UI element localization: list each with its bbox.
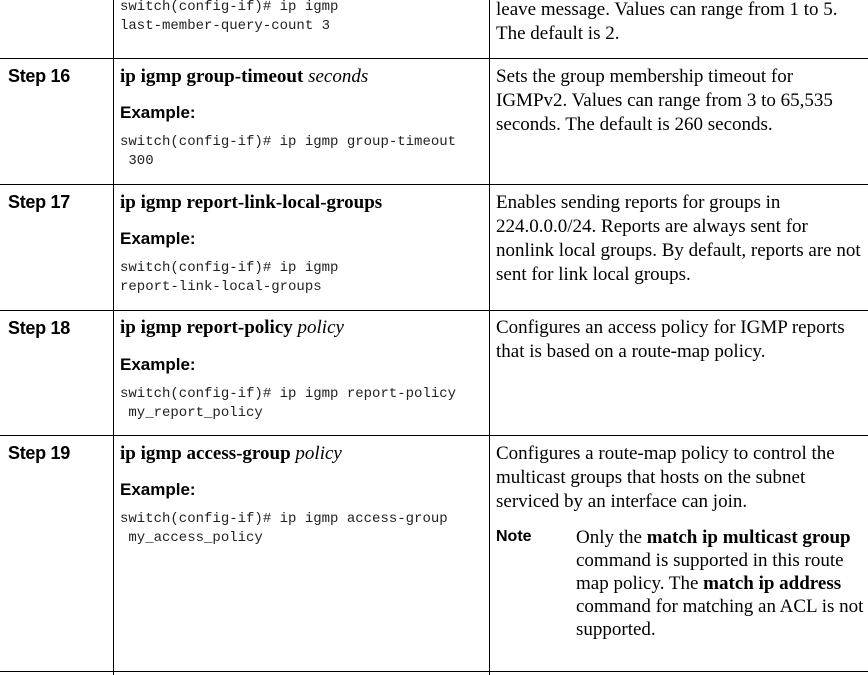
note-text: Only the match ip multicast group command is supported in this route map policy. The match ip address command for matching an ACL is not supported.: [576, 527, 864, 640]
example-label: Example:: [120, 229, 196, 248]
command-name: match ip multicast group: [646, 527, 851, 548]
step-description: leave message. Values can range from 1 to 5. The default is 2.: [496, 0, 838, 44]
step-number: Step 17: [8, 192, 70, 212]
step-description: Configures an access policy for IGMP reports that is based on a route-map policy.: [496, 317, 845, 362]
command-syntax: [120, 66, 368, 88]
code-example: switch(config-if)# ip igmp access-group my_access_policy: [120, 511, 448, 546]
row-divider: [0, 435, 868, 436]
example-label: Example:: [120, 355, 196, 374]
column-divider-2: [489, 0, 490, 675]
command-argument: policy: [295, 443, 342, 464]
command-syntax: [120, 192, 382, 214]
step-number: Step 18: [8, 318, 70, 338]
row-divider: [0, 58, 868, 59]
step-number: Step 19: [8, 443, 70, 463]
example-label: Example:: [120, 103, 196, 122]
step-description: Enables sending reports for groups in 224.0.0.0/24. Reports are always sent for nonlink local groups. By default, reports are not sent for link local groups.: [496, 192, 861, 285]
command-syntax: [120, 443, 342, 465]
command-name: match ip address: [703, 573, 842, 594]
step-description: Configures a route-map policy to control the multicast groups that hosts on the subnet serviced by an interface can join.: [496, 443, 835, 512]
code-example: switch(config-if)# ip igmp report-policy my_report_policy: [120, 386, 457, 421]
note-label: Note: [496, 528, 532, 545]
command-argument: policy: [297, 317, 344, 338]
row-divider: [0, 310, 868, 311]
step-description: Sets the group membership timeout for IGMPv2. Values can range from 3 to 65,535 seconds. The default is 260 seconds.: [496, 66, 833, 135]
column-divider-1: [113, 0, 114, 675]
command-argument: seconds: [308, 66, 369, 87]
step-number: Step 16: [8, 66, 70, 86]
command-name: ip igmp group-timeout: [120, 66, 304, 87]
command-syntax: [120, 317, 344, 339]
command-name: ip igmp report-link-local-groups: [120, 192, 383, 213]
row-divider: [0, 671, 868, 672]
code-example: switch(config-if)# ip igmp last-member-query-count 3: [120, 0, 339, 34]
code-example: switch(config-if)# ip igmp group-timeout 300: [120, 134, 457, 169]
code-example: switch(config-if)# ip igmp report-link-local-groups: [120, 260, 339, 295]
command-name: ip igmp access-group: [120, 443, 291, 464]
example-label: Example:: [120, 480, 196, 499]
command-name: ip igmp report-policy: [120, 317, 293, 338]
row-divider: [0, 184, 868, 185]
